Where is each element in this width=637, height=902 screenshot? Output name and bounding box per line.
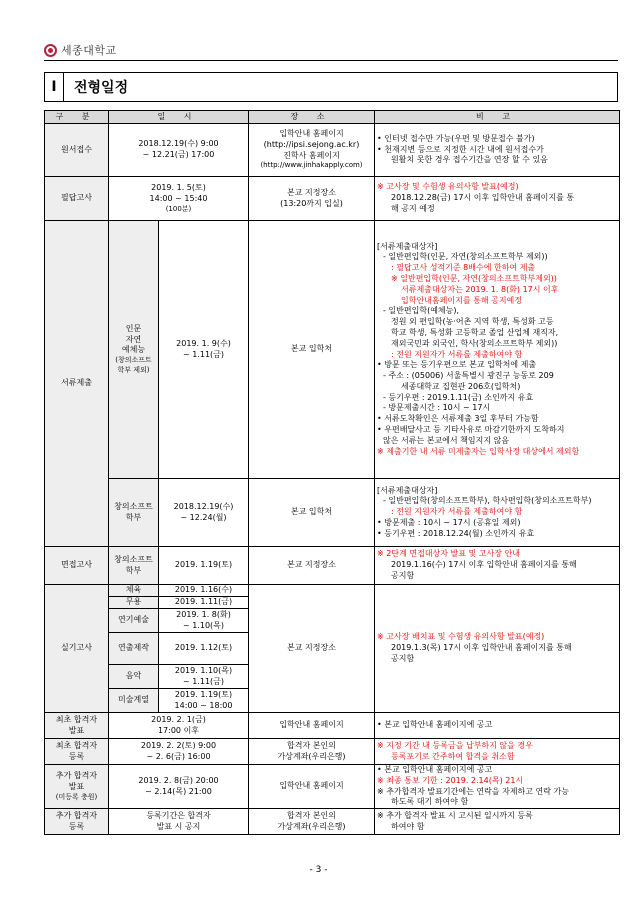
table-row	[45, 177, 620, 221]
table-row	[45, 739, 620, 765]
table-row	[45, 809, 620, 835]
row-remarks: • 본교 입학안내 홈페이지에 공고	[375, 713, 620, 739]
table-row	[45, 713, 620, 739]
row-category: 추가 합격자 등록	[45, 809, 109, 835]
header-remarks: 비 고	[375, 111, 620, 124]
row-place: 본교 지정장소	[249, 585, 375, 713]
row-place: 입학안내 홈페이지	[249, 765, 375, 809]
page-number: - 3 -	[309, 865, 328, 875]
table-row	[45, 479, 620, 547]
row-subcategory: 연출제작	[109, 633, 159, 665]
row-place: 본교 지정장소	[249, 547, 375, 585]
row-date: 등록기간은 합격자 발표 시 공지	[109, 809, 249, 835]
section-heading: 전형일정	[74, 80, 129, 96]
row-date: 2018.12.19(수) 9:00 ~ 12.21(금) 17:00	[109, 124, 249, 177]
row-remarks: ※ 추가 합격자 발표 시 고시된 일시까지 등록 하여야 함	[375, 809, 620, 835]
header-datetime: 일 시	[109, 111, 249, 124]
header-category: 구 분	[45, 111, 109, 124]
table-row	[45, 547, 620, 585]
row-remarks: ※ 2단계 면접대상자 발표 및 고사장 안내 2019.1.16(수) 17시 이후 입학안내 홈페이지를 통해 공지함	[375, 547, 620, 585]
row-date: 2019. 1.11(금)	[159, 597, 249, 609]
row-subcategory: 창의소프트 학부	[109, 479, 159, 547]
row-subcategory: 창의소프트 학부	[109, 547, 159, 585]
row-category: 면접고사	[45, 547, 109, 585]
row-remarks: • 인터넷 접수만 가능(우편 및 방문접수 불가) • 천재지변 등으로 지정한 시간 내에 원서접수가 원활치 못한 경우 접수기간을 연장 할 수 있음	[375, 124, 620, 177]
table-row	[45, 124, 620, 177]
row-subcategory: 인문 자연 예체능 (창의소프트 학부 제외)	[109, 221, 159, 479]
row-place: 본교 입학처	[249, 479, 375, 547]
table-row	[45, 221, 620, 479]
row-place: 합격자 본인의 가상계좌(우리은행)	[249, 739, 375, 765]
row-place: 입학안내 홈페이지	[249, 713, 375, 739]
row-place: 본교 지정장소 (13:20까지 입실)	[249, 177, 375, 221]
row-date: 2019. 2. 8(금) 20:00 ~ 2.14(목) 21:00	[109, 765, 249, 809]
row-subcategory: 음악	[109, 665, 159, 689]
row-subcategory: 연기예술	[109, 609, 159, 633]
logo-text: 세종대학교	[61, 44, 117, 57]
row-subcategory: 무용	[109, 597, 159, 609]
row-remarks: [서류제출대상자] - 일반편입학(창의소프트학부), 학사편입학(창의소프트학부) : 전원 지원자가 서류를 제출하여야 함 • 방문제출 : 10시 ~ 17시 (공휴일 제외) • 등기우편 : 2018.12.24(월) 소인까지 유효	[375, 479, 620, 547]
row-category: 서류제출	[45, 221, 109, 547]
row-remarks: ※ 고사장 및 수험생 유의사항 발표(예정) 2018.12.28(금) 17시 이후 입학안내 홈페이지를 통 해 공지 예정	[375, 177, 620, 221]
row-category: 최초 합격자 발표	[45, 713, 109, 739]
row-category: 필답고사	[45, 177, 109, 221]
row-place: 입학안내 홈페이지 (http://ipsi.sejong.ac.kr) 진학사 홈페이지 (http://www.jinhakapply.com)	[249, 124, 375, 177]
row-category: 추가 합격자 발표 (미등록 충원)	[45, 765, 109, 809]
table-row	[45, 585, 620, 597]
row-date: 2019. 1.19(토)	[159, 547, 249, 585]
university-logo	[44, 42, 117, 58]
schedule-table	[44, 110, 620, 835]
row-date: 2019. 1. 5(토) 14:00 ~ 15:40 (100분)	[109, 177, 249, 221]
row-date: 2019. 2. 1(금) 17:00 이후	[109, 713, 249, 739]
section-number: Ⅰ	[45, 73, 64, 101]
emblem-icon	[44, 44, 57, 57]
row-remarks: ※ 고사장 배치표 및 수험생 유의사항 발표(예정) 2019.1.3(목) 17시 이후 입학안내 홈페이지를 통해 공지함	[375, 585, 620, 713]
section-title	[44, 72, 618, 102]
row-place: 본교 입학처	[249, 221, 375, 479]
table-header-row	[45, 111, 620, 124]
header-place: 장 소	[249, 111, 375, 124]
row-date: 2018.12.19(수) ~ 12.24(월)	[159, 479, 249, 547]
table-row	[45, 765, 620, 809]
row-date: 2019. 1.10(목) ~ 1.11(금)	[159, 665, 249, 689]
row-place: 합격자 본인의 가상계좌(우리은행)	[249, 809, 375, 835]
row-remarks: ※ 지정 기간 내 등록금을 납부하지 않을 경우 등록포기로 간주하여 합격을 취소함	[375, 739, 620, 765]
row-subcategory: 체육	[109, 585, 159, 597]
row-category: 최초 합격자 등록	[45, 739, 109, 765]
row-category: 원서접수	[45, 124, 109, 177]
row-remarks: [서류제출대상자] - 일반편입학(인문, 자연(창의소프트학부 제외)) : 필답고사 성적기준 8배수에 한하여 제출 ※ 일반편입학(인문, 자연(창의소프트학부제외)) 서류제출대상자는 2019. 1. 8(화) 17시 이후 입학안내홈페이지를 통해 공지예정 - 일반편입학(예체능), 정원 외 편입학(농·어촌 지역 학생, 특성화 고등 학교 학생, 특성화 고등학교 졸업 산업체 재직자, 재외국민과 외국인, 학사(창의소프트학부 제외)) : 전원 지원자가 서류를 제출하여야 함 • 방문 또는 등기우편으로 본교 입학처에 제출 - 주소 : (05006) 서울특별시 광진구 능동로 209 세종대학교 집현관 206호(입학처) - 등기우편 : 2019.1.11(금) 소인까지 유효 - 방문제출시간 : 10시 ~ 17시 • 서류도착확인은 서류제출 3일 후부터 가능함 • 우편배달사고 등 기타사유로 마감기한까지 도착하지 않은 서류는 본교에서 책임지지 않음 ※ 제출기한 내 서류 미제출자는 입학사정 대상에서 제외함	[375, 221, 620, 479]
row-date: 2019. 1.16(수)	[159, 585, 249, 597]
row-date: 2019. 2. 2(토) 9:00 ~ 2. 6(금) 16:00	[109, 739, 249, 765]
row-date: 2019. 1.19(토) 14:00 ~ 18:00	[159, 689, 249, 713]
row-date: 2019. 1. 9(수) ~ 1.11(금)	[159, 221, 249, 479]
row-date: 2019. 1. 8(화) ~ 1.10(목)	[159, 609, 249, 633]
row-subcategory: 미술계열	[109, 689, 159, 713]
row-category: 실기고사	[45, 585, 109, 713]
header-divider	[44, 60, 618, 61]
row-remarks: • 본교 입학안내 홈페이지에 공고 ※ 최종 통보 기한 : 2019. 2.14(목) 21시 ※ 추가합격자 발표기간에는 연락을 자제하고 연락 가능 하도록 대기 하여야 함	[375, 765, 620, 809]
row-date: 2019. 1.12(토)	[159, 633, 249, 665]
